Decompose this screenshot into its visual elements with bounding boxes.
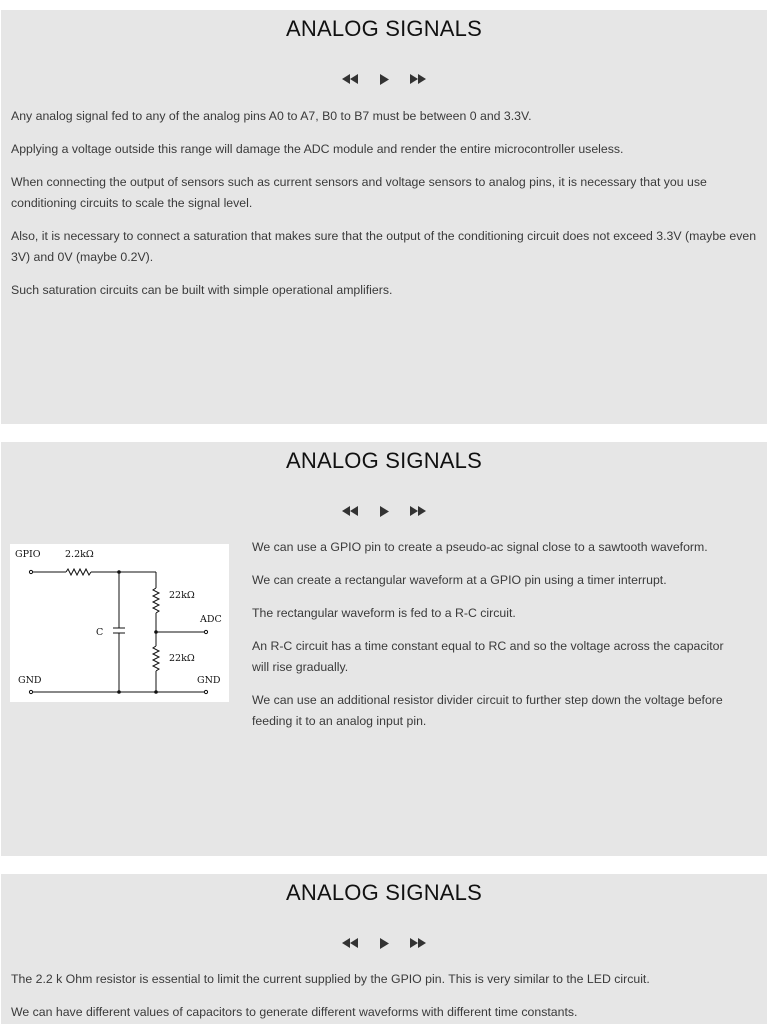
play-icon: [379, 506, 389, 517]
resistor-2-2k-label: 2.2kΩ: [65, 549, 94, 560]
fast-forward-button[interactable]: [408, 504, 428, 518]
fast-forward-icon: [410, 938, 426, 948]
rewind-icon: [342, 506, 358, 516]
paragraph: The 2.2 k Ohm resistor is essential to limit the current supplied by the GPIO pin. This is very similar to the LED circuit.: [11, 972, 650, 986]
rewind-icon: [342, 74, 358, 84]
fast-forward-icon: [410, 74, 426, 84]
slide-body: [11, 969, 759, 1035]
paragraph: We can use an additional resistor divider circuit to further step down the voltage before feeding it to an analog input pin.: [252, 693, 723, 728]
gnd-left-label: GND: [18, 675, 42, 686]
gpio-label: GPIO: [15, 549, 41, 560]
slide-body: [252, 537, 737, 744]
paragraph: An R-C circuit has a time constant equal to RC and so the voltage across the capacitor will rise gradually.: [252, 639, 724, 674]
slide-controls: [1, 504, 767, 518]
paragraph: The rectangular waveform is fed to a R-C circuit.: [252, 606, 516, 620]
slide-controls: [1, 72, 767, 86]
rewind-button[interactable]: [340, 72, 360, 86]
play-button[interactable]: [374, 504, 394, 518]
slide-title: ANALOG SIGNALS: [286, 448, 482, 473]
paragraph: When connecting the output of sensors such as current sensors and voltage sensors to analog pins, it is necessary that you use conditioning circuits to scale the signal level.: [11, 175, 707, 210]
play-button[interactable]: [374, 936, 394, 950]
capacitor-label: C: [96, 627, 104, 638]
paragraph: We can have different values of capacitors to generate different waveforms with different time constants.: [11, 1005, 578, 1019]
resistor-22k-top-label: 22kΩ: [169, 590, 195, 601]
play-button[interactable]: [374, 72, 394, 86]
paragraph: We can create a rectangular waveform at a GPIO pin using a timer interrupt.: [252, 573, 667, 587]
rewind-button[interactable]: [340, 504, 360, 518]
paragraph: We can use a GPIO pin to create a pseudo-ac signal close to a sawtooth waveform.: [252, 540, 708, 554]
fast-forward-button[interactable]: [408, 72, 428, 86]
fast-forward-icon: [410, 506, 426, 516]
slide-title: ANALOG SIGNALS: [286, 16, 482, 41]
slide-controls: [1, 936, 767, 950]
paragraph: Any analog signal fed to any of the analog pins A0 to A7, B0 to B7 must be between 0 and 3.3V.: [11, 109, 532, 123]
slide-3: [1, 874, 767, 1024]
resistor-22k-bottom-label: 22kΩ: [169, 653, 195, 664]
fast-forward-button[interactable]: [408, 936, 428, 950]
paragraph: Such saturation circuits can be built with simple operational amplifiers.: [11, 283, 393, 297]
rc-circuit-diagram: [10, 544, 229, 702]
play-icon: [379, 938, 389, 949]
gnd-right-label: GND: [197, 675, 221, 686]
play-icon: [379, 74, 389, 85]
paragraph: Applying a voltage outside this range will damage the ADC module and render the entire microcontroller useless.: [11, 142, 624, 156]
slide-1: [1, 10, 767, 424]
slide-2: [1, 442, 767, 856]
adc-label: ADC: [200, 614, 222, 625]
slide-body: [11, 106, 759, 313]
rewind-icon: [342, 938, 358, 948]
paragraph: Also, it is necessary to connect a saturation that makes sure that the output of the conditioning circuit does not exceed 3.3V (maybe even 3V) and 0V (maybe 0.2V).: [11, 229, 757, 264]
slide-title: ANALOG SIGNALS: [286, 880, 482, 905]
rewind-button[interactable]: [340, 936, 360, 950]
